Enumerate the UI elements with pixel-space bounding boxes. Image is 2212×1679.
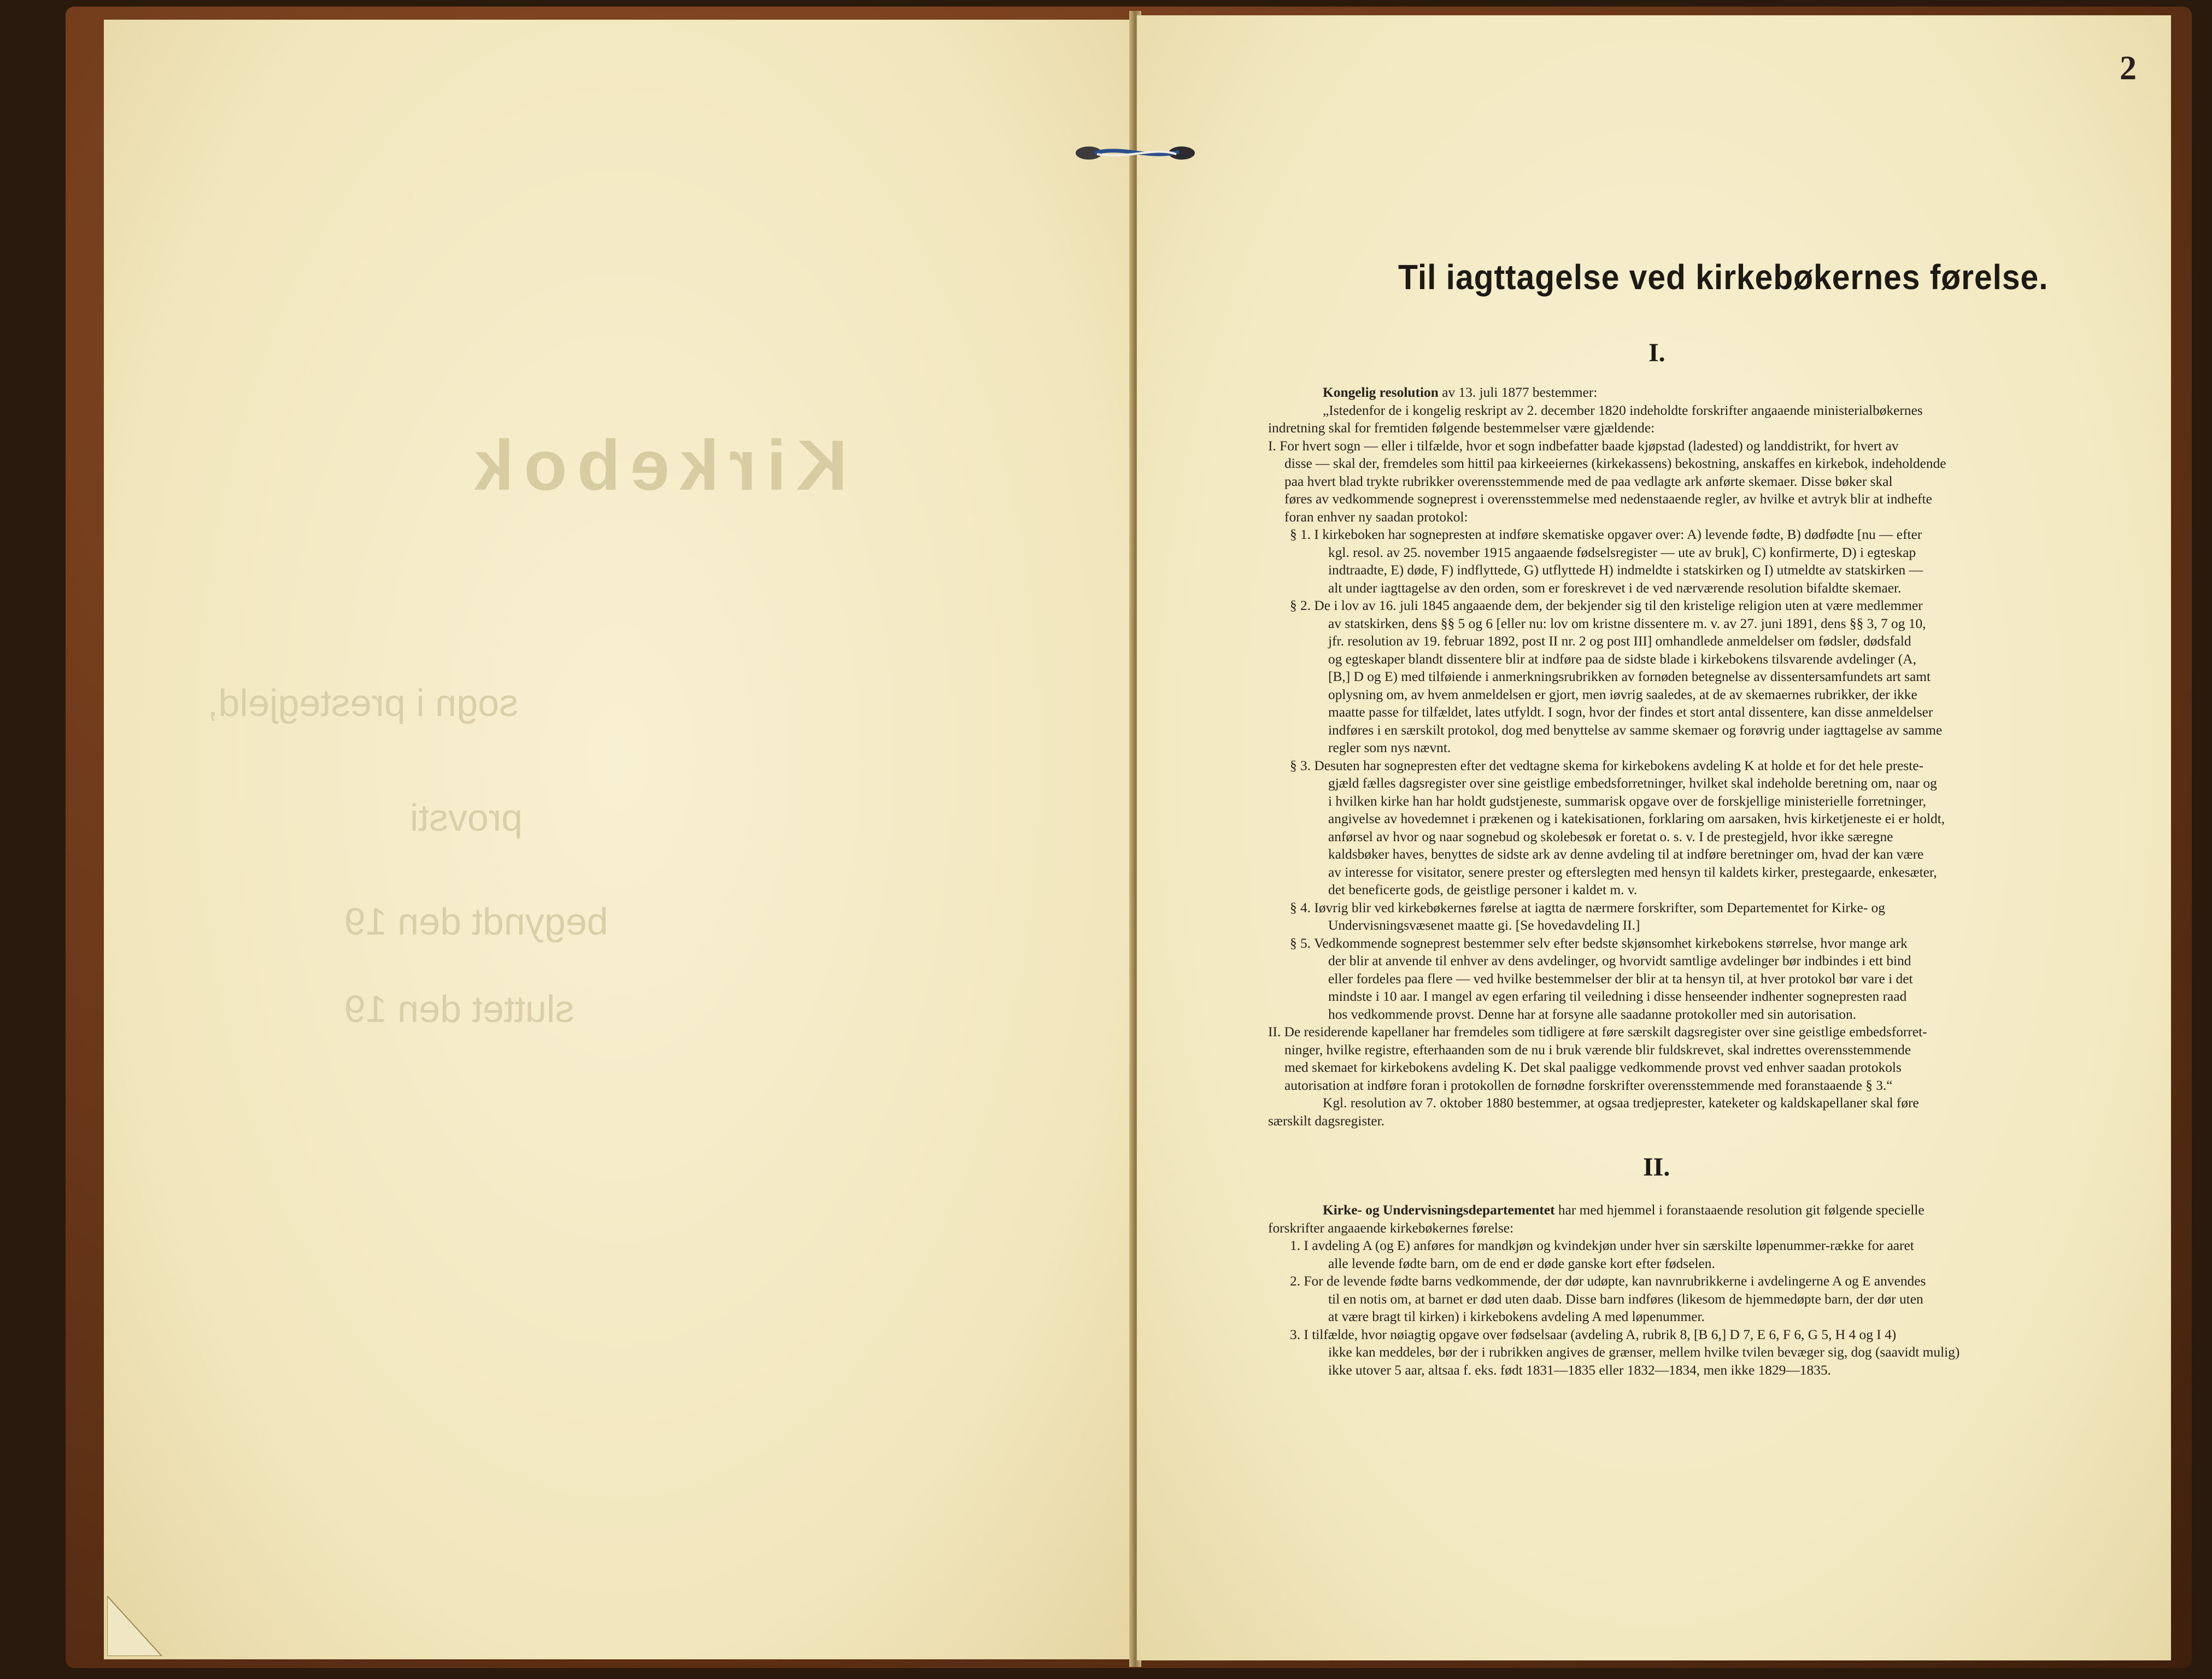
text-line: hos vedkommende provst. Denne har at forsyne alle saadanne protokoller med sin autorisation. xyxy=(1328,1006,1856,1022)
section-I-text xyxy=(1268,384,2082,1130)
text-line: ninger, hvilke registre, efterhaanden som de nu i bruk værende blir fuldskrevet, skal indrettes overensstemmende xyxy=(1284,1042,1911,1058)
text-line: indtraadte, E) døde, F) indflyttede, G) utflyttede H) indmeldte i statskirken og I) utmeldte av statskirken — xyxy=(1328,562,1923,578)
text-line: særskilt dagsregister. xyxy=(1268,1113,1384,1129)
text-line: I. For hvert sogn — eller i tilfælde, hvor et sogn indbefatter baade kjøpstad (ladested) og landdistrikt, for hvert av xyxy=(1268,438,1899,454)
text-line: oplysning om, av hvem anmeldelsen er gjort, men iøvrig saaledes, at de av skemaernes rubrikker, der ikke xyxy=(1328,686,1917,702)
page-heading: Til iagttagelse ved kirkebøkernes førelse. xyxy=(1398,257,2049,297)
text-line: maatte passe for tilfældet, lates utfyldt. I sogn, hvor der findes et stort antal dissentere, kan disse anmeldelser xyxy=(1328,705,1933,720)
text-line: mindste i 10 aar. I mangel av egen erfaring til veiledning i disse henseender indhenter sognepresten raad xyxy=(1328,989,1907,1004)
text-line: Kongelig resolution av 13. juli 1877 bestemmer: xyxy=(1323,385,1598,400)
text-line: paa hvert blad trykte rubrikker overensstemmende med de paa vedlagte ark anførte skemaer. Disse bøker skal xyxy=(1284,473,1893,489)
text-line: til en notis om, at barnet er død uten daab. Disse barn indføres (likesom de hjemmedøpte barn, der dør uten xyxy=(1328,1291,1923,1307)
text-line: indføres i en særskilt protokol, dog med benyttelse av samme skemaer og forøvrig under iagttagelse av samme xyxy=(1328,722,1943,738)
text-line: „Istedenfor de i kongelig reskript av 2. december 1820 indeholdte forskrifter angaaende ministerialbøkernes xyxy=(1323,402,1923,418)
text-line: foran enhver ny saadan protokol: xyxy=(1284,509,1468,525)
section-II-text xyxy=(1268,1201,2082,1379)
text-line: av statskirken, dens §§ 5 og 6 [eller nu: lov om kristne dissentere m. v. av 27. juni 1891, dens §§ 3, 7 og 10, xyxy=(1328,615,1926,631)
text-line: med skemaet for kirkebokens avdeling K. Det skal paaligge vedkommende provst ved enhver saadan protokols xyxy=(1284,1060,1902,1075)
section-heading-II: II. xyxy=(1643,1153,1670,1182)
text-line: det beneficerte gods, de geistlige personer i kaldet m. v. xyxy=(1328,882,1638,897)
text-line: der blir at anvende til enhver av dens avdelinger, og hvorvidt samtlige avdelinger bør indbindes i ett bind xyxy=(1328,953,1911,968)
text-line: kaldsbøker haves, benyttes de sidste ark av denne avdeling til at indføre beretninger om, hvad der kan være xyxy=(1328,847,1924,862)
text-line: 3. I tilfælde, hvor nøiagtig opgave over fødselsaar (avdeling A, rubrik 8, [B 6,] D 7, E 6, F 6, G 5, H 4 og I 4) xyxy=(1290,1326,1897,1342)
text-line: alt under iagttagelse av den orden, som er foreskrevet i de ved nærværende resolution bifaldte skemaer. xyxy=(1328,580,1902,596)
text-line: § 2. De i lov av 16. juli 1845 angaaende dem, der bekjender sig til den kristelige religion uten at være medlemmer xyxy=(1290,598,1923,613)
text-line: ikke utover 5 aar, altsaa f. eks. født 1831—1835 eller 1832—1834, men ikke 1829—1835. xyxy=(1328,1362,1831,1378)
text-line: og egteskaper blandt dissentere blir at indføre paa de sidste blade i kirkebokens tilsvarende avdelinger (A, xyxy=(1328,651,1916,667)
text-line: alle levende fødte barn, om de end er døde ganske kort efter fødselen. xyxy=(1328,1255,1715,1271)
text-line: kgl. resol. av 25. november 1915 angaaende fødselsregister — ute av bruk], C) konfirmerte, D) i egteskap xyxy=(1328,544,1916,560)
section-heading-I: I. xyxy=(1648,338,1665,367)
text-line: § 1. I kirkeboken har sognepresten at indføre skematiske opgaver over: A) levende fødte, B) dødfødte [nu — efter xyxy=(1290,527,1922,542)
binding-thread xyxy=(1072,143,1198,163)
text-line: av interesse for visitator, senere prester og efterslegten med hensyn til kaldets kirker, prestegaarde, enkesæter, xyxy=(1328,864,1937,880)
text-line: at være bragt til kirken) i kirkebokens avdeling A med løpenummer. xyxy=(1328,1309,1705,1324)
text-line: i hvilken kirke han har holdt gudstjeneste, summarisk opgave over de forskjellige ministerielle forretninger, xyxy=(1328,793,1927,809)
bleed-through-line2: provsti xyxy=(410,796,523,839)
left-page xyxy=(104,20,1133,1659)
text-line: autorisation at indføre foran i protokollen de fornødne forskrifter overensstemmende med foranstaaende § 3.“ xyxy=(1284,1077,1893,1093)
text-line: § 3. Desuten har sognepresten efter det vedtagne skema for kirkebokens avdeling K at holde et for det hele preste- xyxy=(1290,758,1924,773)
text-line: II. De residerende kapellaner har fremdeles som tidligere at føre særskilt dagsregister over sine geistlige embedsforret- xyxy=(1268,1024,1927,1040)
text-line: føres av vedkommende sogneprest i overensstemmelse med nedenstaaende regler, av hvilke et avtryk blir at indhefte xyxy=(1284,491,1932,507)
bleed-through-line1: sogn i prestegjeld, xyxy=(208,682,519,724)
page-corner-fold xyxy=(107,1596,167,1656)
text-line: jfr. resolution av 19. februar 1892, post II nr. 2 og post III] omhandlede anmeldelser om fødsler, dødsfald xyxy=(1328,633,1911,649)
bleed-through-line4: sluttet den 19 xyxy=(344,988,574,1030)
page-number: 2 xyxy=(2120,50,2137,87)
text-line: 1. I avdeling A (og E) anføres for mandkjøn og kvindekjøn under hver sin særskilte løpenummer-række for aaret xyxy=(1290,1238,1914,1253)
text-line: Kirke- og Undervisningsdepartementet har med hjemmel i foranstaaende resolution git følgende specielle xyxy=(1323,1202,1925,1218)
text-line: § 4. Iøvrig blir ved kirkebøkernes førelse at iagtta de nærmere forskrifter, som Departementet for Kirke- og xyxy=(1290,900,1885,915)
text-line: [B,] D og E) med tilføiende i anmerkningsrubrikken av fornøden betegnelse av dissentersamfundets art samt xyxy=(1328,669,1931,684)
bleed-through-title: Kirkebok xyxy=(465,425,848,505)
text-line: 2. For de levende fødte barns vedkommende, der dør udøpte, kan navnrubrikkerne i avdelingerne A og E anvendes xyxy=(1290,1273,1926,1289)
text-line: Kgl. resolution av 7. oktober 1880 bestemmer, at ogsaa tredjeprester, kateketer og kaldskapellaner skal føre xyxy=(1323,1095,1919,1111)
text-line: anførsel av hvor og naar sognebud og skolebesøk er foretat o. s. v. I de prestegjeld, hvor ikke særegne xyxy=(1328,829,1893,844)
text-line: eller fordeles paa flere — ved hvilke bestemmelser der blir at ta hensyn til, at hver protokol bør vare i det xyxy=(1328,971,1913,987)
text-line: Undervisningsvæsenet maatte gi. [Se hovedavdeling II.] xyxy=(1328,918,1640,933)
text-line: indretning skal for fremtiden følgende bestemmelser være gjældende: xyxy=(1268,420,1655,436)
text-line: § 5. Vedkommende sogneprest bestemmer selv efter bedste skjønsomhet kirkebokens størrelse, hvor mange ark xyxy=(1290,935,1908,951)
text-line: disse — skal der, fremdeles som hittil paa kirkeeiernes (kirkekassens) bekostning, anskaffes en kirkebok, indeholdende xyxy=(1284,456,1946,471)
text-line: ikke kan meddeles, bør der i rubrikken angives de grænser, mellem hvilke tvilen bevæger sig, dog (saavidt mulig) xyxy=(1328,1345,1960,1360)
text-line: gjæld fælles dagsregister over sine geistlige embedsforretninger, hvilket skal indeholde beretning om, naar og xyxy=(1328,776,1937,791)
text-line: regler som nys nævnt. xyxy=(1328,740,1451,755)
bleed-through-line3: begyndt den 19 xyxy=(344,900,608,943)
text-line: angivelse av hovedemnet i prækenen og i katekisationen, forklaring om aarsaken, hvis kirketjeneste ei er holdt, xyxy=(1328,811,1945,826)
text-line: forskrifter angaaende kirkebøkernes førelse: xyxy=(1268,1220,1514,1236)
